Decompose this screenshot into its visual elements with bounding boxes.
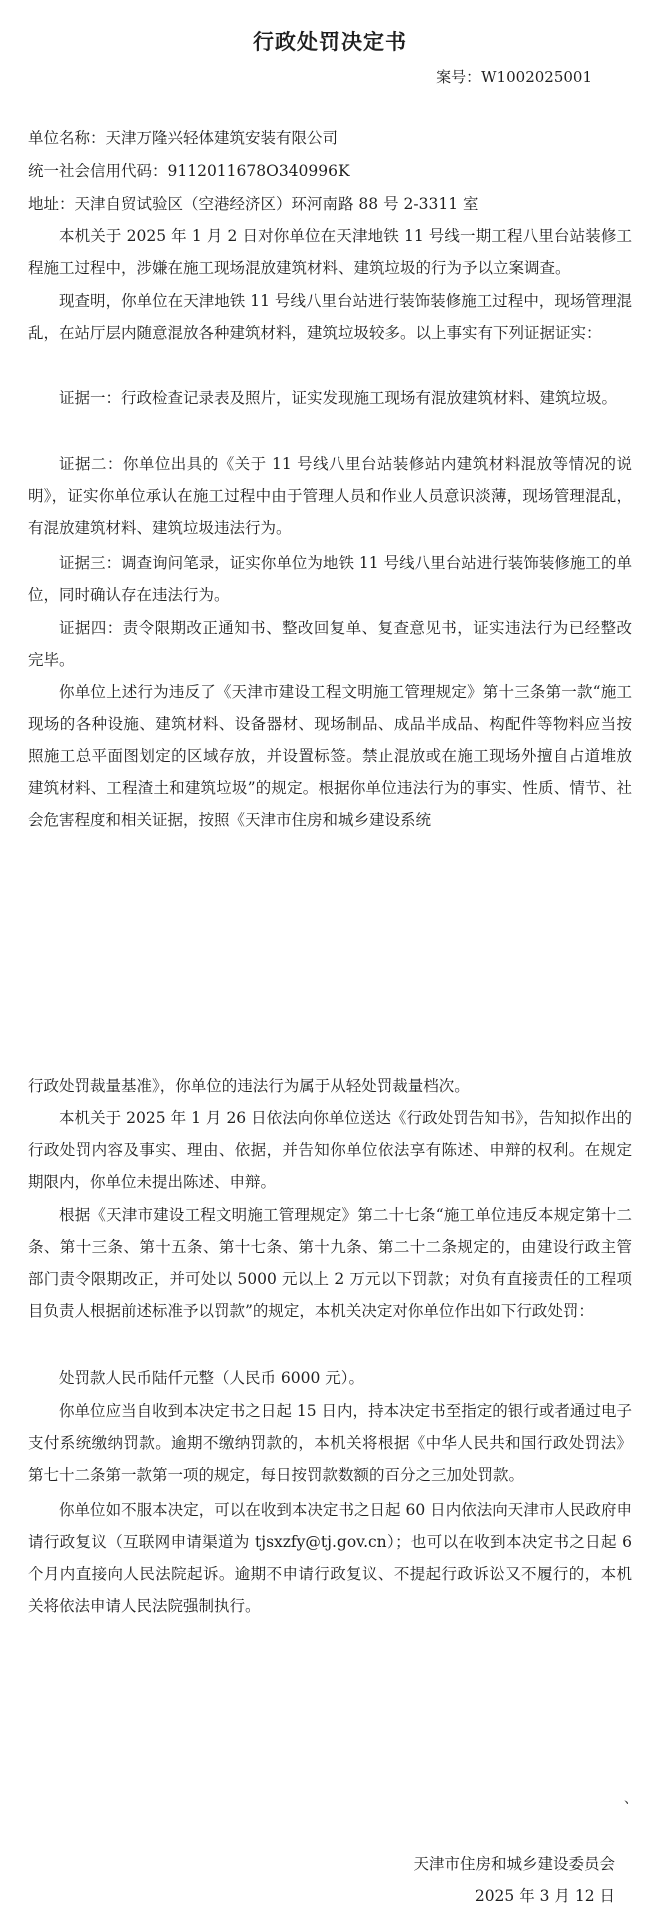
issue-date: 2025 年 3 月 12 日: [474, 1887, 615, 1905]
address: 地址：天津自贸试验区（空港经济区）环河南路 88 号 2-3311 室: [28, 195, 479, 213]
paragraph-case-filing: 本机关于 2025 年 1 月 2 日对你单位在天津地铁 11 号线一期工程八里台站装修工程施工过程中，涉嫌在施工现场混放建筑材料、建筑垃圾的行为予以立案调查。: [28, 227, 632, 277]
paragraph-evidence-3: 证据三：调查询问笔录，证实你单位为地铁 11 号线八里台站进行装饰装修施工的单位，同时确认存在违法行为。: [28, 554, 632, 604]
paragraph-notification: 本机关于 2025 年 1 月 26 日依法向你单位送达《行政处罚告知书》，告知拟作出的行政处罚内容及事实、理由、依据，并告知你单位依法享有陈述、申辩的权利。在规定期限内，你单位未提出陈述、申辩。: [28, 1109, 632, 1191]
paragraph-violation-continued: 行政处罚裁量基准》，你单位的违法行为属于从轻处罚裁量档次。: [28, 1077, 470, 1095]
stray-mark: 、: [624, 1791, 638, 1807]
paragraph-appeal: 你单位如不服本决定，可以在收到本决定书之日起 60 日内依法向天津市人民政府申请行政复议（互联网申请渠道为 tjsxzfy@tj.gov.cn）；也可以在收到本决定书之日起 6 个月内直接向人民法院起诉。逾期不申请行政复议、不提起行政诉讼又不履行的，本机关将依法申请人民法院强制执行。: [28, 1501, 632, 1615]
paragraph-evidence-2: 证据二：你单位出具的《关于 11 号线八里台站装修站内建筑材料混放等情况的说明》，证实你单位承认在施工过程中由于管理人员和作业人员意识淡薄，现场管理混乱，有混放建筑材料、建筑垃圾违法行为。: [28, 455, 632, 537]
paragraph-penalty: 处罚款人民币陆仟元整（人民币 6000 元）。: [59, 1369, 365, 1387]
paragraph-evidence-4: 证据四：责令限期改正通知书、整改回复单、复查意见书，证实违法行为已经整改完毕。: [28, 619, 632, 669]
credit-code: 统一社会信用代码：9112011678O340996K: [28, 162, 350, 180]
document-title: 行政处罚决定书: [253, 29, 407, 54]
paragraph-evidence-1: 证据一：行政检查记录表及照片，证实发现施工现场有混放建筑材料、建筑垃圾。: [59, 389, 618, 407]
paragraph-payment: 你单位应当自收到本决定书之日起 15 日内，持本决定书至指定的银行或者通过电子支付系统缴纳罚款。逾期不缴纳罚款的，本机关将根据《中华人民共和国行政处罚法》第七十二条第一款第一项的规定，每日按罚款数额的百分之三加处罚款。: [28, 1402, 632, 1484]
issuer: 天津市住房和城乡建设委员会: [413, 1855, 615, 1873]
paragraph-legal-basis: 根据《天津市建设工程文明施工管理规定》第二十七条“施工单位违反本规定第十二条、第十三条、第十五条、第十七条、第十九条、第二十二条规定的，由建设行政主管部门责令限期改正，并可处以 5000 元以上 2 万元以下罚款；对负有直接责任的工程项目负责人根据前述标准予以罚款”的规定，本机关决定对你单位作出如下行政处罚：: [28, 1206, 632, 1320]
paragraph-violation: 你单位上述行为违反了《天津市建设工程文明施工管理规定》第十三条第一款“施工现场的各种设施、建筑材料、设备器材、现场制品、成品半成品、构配件等物料应当按照施工总平面图划定的区域存放，并设置标签。禁止混放或在施工现场外擅自占道堆放建筑材料、工程渣土和建筑垃圾”的规定。根据你单位违法行为的事实、性质、情节、社会危害程度和相关证据，按照《天津市住房和城乡建设系统: [28, 683, 632, 829]
unit-name: 单位名称：天津万隆兴轻体建筑安装有限公司: [28, 129, 339, 147]
paragraph-findings: 现查明，你单位在天津地铁 11 号线八里台站进行装饰装修施工过程中，现场管理混乱，在站厅层内随意混放各种建筑材料，建筑垃圾较多。以上事实有下列证据证实：: [28, 292, 632, 342]
case-number: 案号：W1002025001: [436, 68, 592, 86]
